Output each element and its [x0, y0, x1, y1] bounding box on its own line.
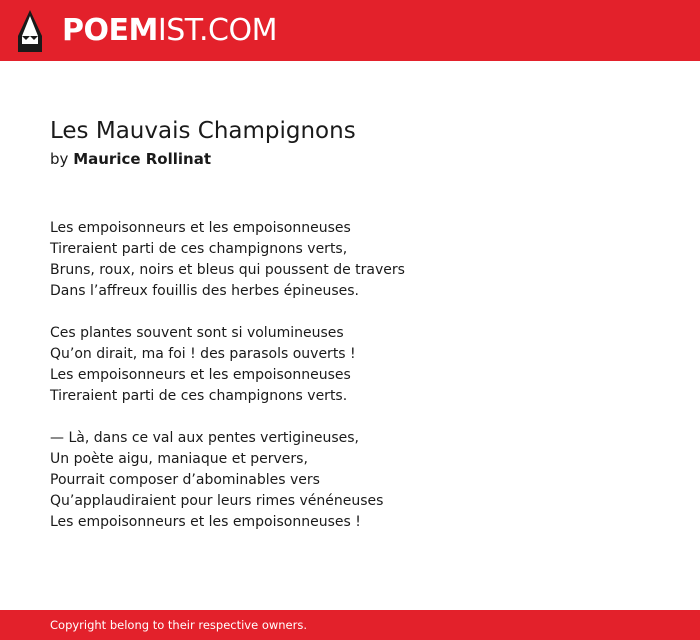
poem-line: Les empoisonneurs et les empoisonneuses — [50, 367, 351, 383]
site-header — [0, 0, 700, 61]
site-logo[interactable] — [62, 12, 277, 50]
poem-title: Les Mauvais Champignons — [50, 118, 356, 144]
poem-line: Dans l’affreux fouillis des herbes épineuses. — [50, 283, 360, 299]
poem-line: Qu’on dirait, ma foi ! des parasols ouverts ! — [50, 346, 356, 362]
byline — [50, 148, 670, 170]
author-name[interactable]: Maurice Rollinat — [73, 150, 211, 168]
stanza — [50, 428, 670, 533]
poem-body — [50, 218, 670, 533]
poem-line: Les empoisonneurs et les empoisonneuses — [50, 220, 351, 236]
site-footer — [0, 610, 700, 640]
copyright-text: Copyright belong to their respective owners. — [50, 618, 308, 632]
poem-line: Les empoisonneurs et les empoisonneuses ! — [50, 514, 361, 530]
poem-line: Ces plantes souvent sont si volumineuses — [50, 325, 344, 341]
poem-line: Tireraient parti de ces champignons verts, — [50, 241, 348, 257]
stanza — [50, 323, 670, 407]
poem-line: Pourrait composer d’abominables vers — [50, 472, 320, 488]
poem-line: Un poète aigu, maniaque et pervers, — [50, 451, 308, 467]
poem-content — [50, 116, 670, 554]
by-label: by — [50, 150, 69, 168]
poem-line: Bruns, roux, noirs et bleus qui poussent de travers — [50, 262, 405, 278]
logo-text-rest: IST.COM — [157, 13, 277, 48]
logo-text-bold: POEM — [62, 13, 158, 48]
stanza — [50, 218, 670, 302]
pencil-icon[interactable] — [18, 10, 42, 52]
poem-line: — Là, dans ce val aux pentes vertigineuses, — [50, 430, 360, 446]
poem-line: Qu’applaudiraient pour leurs rimes vénéneuses — [50, 493, 384, 509]
poem-line: Tireraient parti de ces champignons verts. — [50, 388, 348, 404]
